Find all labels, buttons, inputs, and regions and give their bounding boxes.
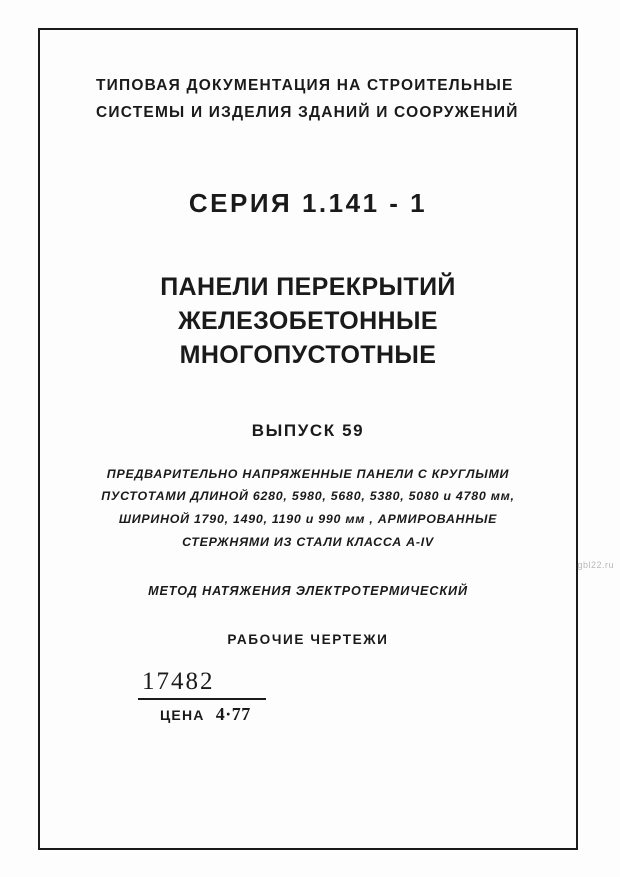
tensioning-method: МЕТОД НАТЯЖЕНИЯ ЭЛЕКТРОТЕРМИЧЕСКИЙ — [148, 584, 468, 599]
description-block — [72, 463, 544, 555]
description-line-2: ПУСТОТАМИ ДЛИНОЙ 6280, 5980, 5680, 5380, 5080 и 4780 мм, — [101, 489, 515, 504]
description-line-4: СТЕРЖНЯМИ ИЗ СТАЛИ КЛАССА А-IV — [182, 535, 434, 550]
price-value: 4·77 — [215, 704, 251, 724]
page-title — [72, 271, 544, 372]
title-line-2: МНОГОПУСТОТНЫЕ — [179, 340, 437, 369]
document-header — [72, 56, 544, 126]
price-row — [138, 704, 266, 725]
description-line-1: ПРЕДВАРИТЕЛЬНО НАПРЯЖЕННЫЕ ПАНЕЛИ С КРУГЛЫМИ — [106, 466, 510, 481]
description-line-3: ШИРИНОЙ 1790, 1490, 1190 и 990 мм , АРМИРОВАННЫЕ — [118, 512, 498, 527]
series-number: СЕРИЯ 1.141 - 1 — [188, 188, 428, 219]
watermark-text: gbl22.ru — [577, 560, 614, 570]
document-code: 17482 — [142, 668, 215, 695]
header-line-2: СИСТЕМЫ И ИЗДЕЛИЯ ЗДАНИЙ И СООРУЖЕНИЙ — [96, 104, 519, 122]
header-line-1: ТИПОВАЯ ДОКУМЕНТАЦИЯ НА СТРОИТЕЛЬНЫЕ — [96, 77, 514, 94]
price-label: ЦЕНА — [160, 707, 205, 723]
code-and-price-block — [138, 668, 266, 725]
code-underline — [138, 698, 266, 700]
issue-number: ВЫПУСК 59 — [251, 420, 365, 440]
title-sheet — [38, 28, 578, 850]
drawings-label: РАБОЧИЕ ЧЕРТЕЖИ — [227, 632, 389, 648]
title-line-1: ПАНЕЛИ ПЕРЕКРЫТИЙ ЖЕЛЕЗОБЕТОННЫЕ — [160, 273, 456, 335]
